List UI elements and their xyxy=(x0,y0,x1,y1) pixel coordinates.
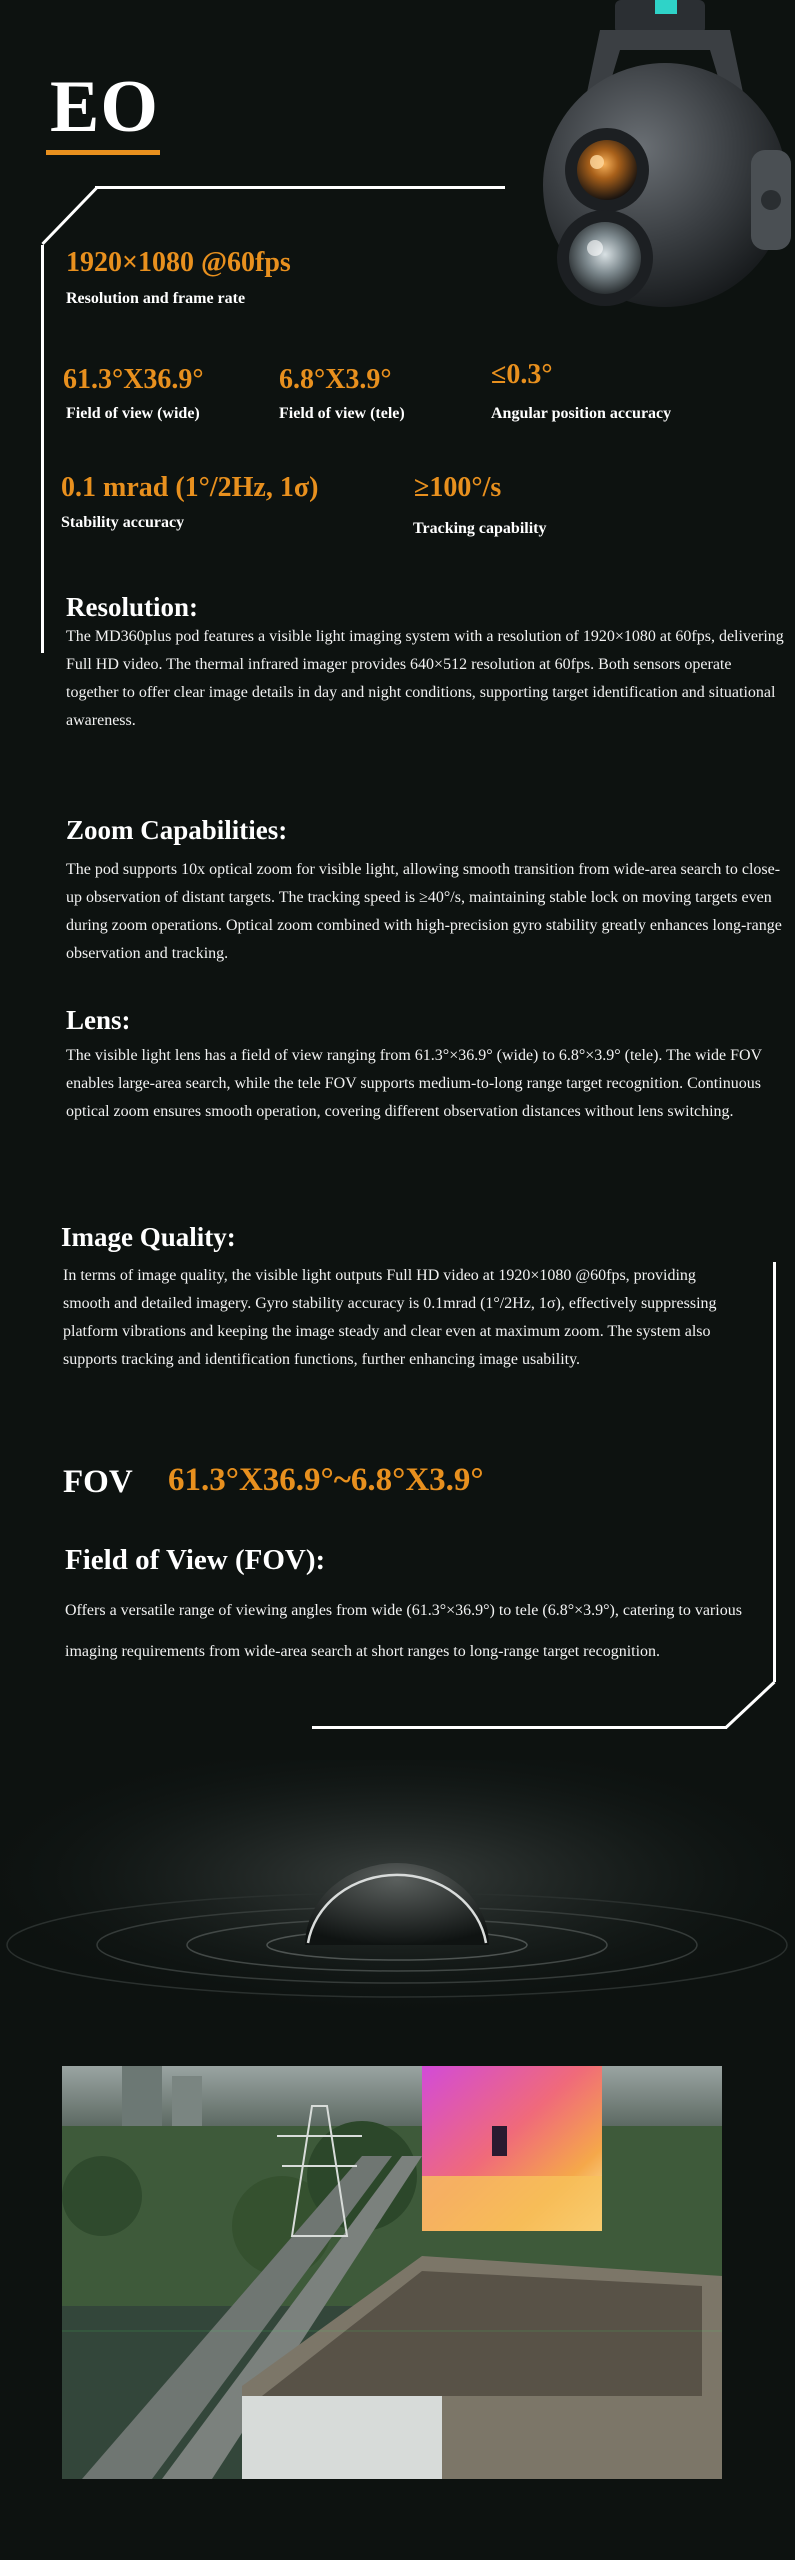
section-heading-lens: Lens: xyxy=(66,1005,131,1035)
spec-resolution-value: 1920×1080 @60fps xyxy=(66,247,291,278)
spec-fov-wide-value: 61.3°X36.9° xyxy=(63,364,204,395)
section-heading-zoom: Zoom Capabilities: xyxy=(66,815,288,845)
frame-line-corner xyxy=(722,1680,777,1730)
frame-line-diagonal xyxy=(41,186,101,246)
spec-fov-wide-label: Field of view (wide) xyxy=(66,405,200,422)
section-heading-resolution: Resolution: xyxy=(66,592,199,622)
section-body-zoom: The pod supports 10x optical zoom for visible light, allowing smooth transition from wide-area search to close-up observation of distant targets. The tracking speed is ≥40°/s, maintaining stable lock on moving targets even during zoom operations. Optical zoom combined with high-precision gyro stability greatly enhances long-range observation and tracking. xyxy=(66,861,782,962)
spec-angular-value: ≤0.3° xyxy=(491,359,553,390)
spec-resolution-label: Resolution and frame rate xyxy=(66,290,246,307)
section-body-image-quality: In terms of image quality, the visible light outputs Full HD video at 1920×1080 @60fps, providing smooth and detailed imagery. Gyro stability accuracy is 0.1mrad (1°/2Hz, 1σ), effectively suppressing platform vibrations and keeping the image steady and clear even at maximum zoom. The system also supports tracking and identification functions, further enhancing image usability. xyxy=(63,1267,717,1368)
section-heading-fov: Field of View (FOV): xyxy=(65,1544,326,1576)
spec-tracking-label: Tracking capability xyxy=(413,520,547,537)
spec-stability-value: 0.1 mrad (1°/2Hz, 1σ) xyxy=(61,472,319,503)
spec-angular-label: Angular position accuracy xyxy=(491,405,672,422)
section-body-fov: Offers a versatile range of viewing angles from wide (61.3°×36.9°) to tele (6.8°×3.9°), catering to various imaging requirements from wide-area search at short ranges to long-range target recognition. xyxy=(65,1602,742,1660)
camera-footage-image xyxy=(62,2066,722,2479)
fov-range: 61.3°X36.9°~6.8°X3.9° xyxy=(168,1462,484,1498)
spec-tracking-value: ≥100°/s xyxy=(414,472,502,503)
section-body-lens: The visible light lens has a field of view ranging from 61.3°×36.9° (wide) to 6.8°×3.9° (tele). The wide FOV enables large-area search, while the tele FOV supports medium-to-long range target recognition. Continuous optical zoom ensures smooth operation, covering different observation distances without lens switching. xyxy=(66,1047,762,1120)
fov-label: FOV xyxy=(63,1464,133,1500)
page-title: EO xyxy=(50,66,159,148)
frame-line-left xyxy=(41,245,44,653)
section-heading-image-quality: Image Quality: xyxy=(61,1222,236,1252)
title-underline xyxy=(46,150,160,155)
gimbal-camera-image xyxy=(505,0,795,330)
section-body-resolution: The MD360plus pod features a visible light imaging system with a resolution of 1920×1080 at 60fps, delivering Full HD video. The thermal infrared imager provides 640×512 resolution at 60fps. Both sensors operate together to offer clear image details in day and night conditions, supporting target identification and situational awareness. xyxy=(66,628,784,729)
spec-fov-tele-value: 6.8°X3.9° xyxy=(279,364,392,395)
frame-line-right xyxy=(773,1262,776,1682)
spec-stability-label: Stability accuracy xyxy=(61,514,185,531)
frame-line-bottom xyxy=(312,1726,727,1729)
planet-horizon-graphic xyxy=(0,1760,795,2020)
frame-line-top xyxy=(95,186,505,189)
spec-fov-tele-label: Field of view (tele) xyxy=(279,405,405,422)
